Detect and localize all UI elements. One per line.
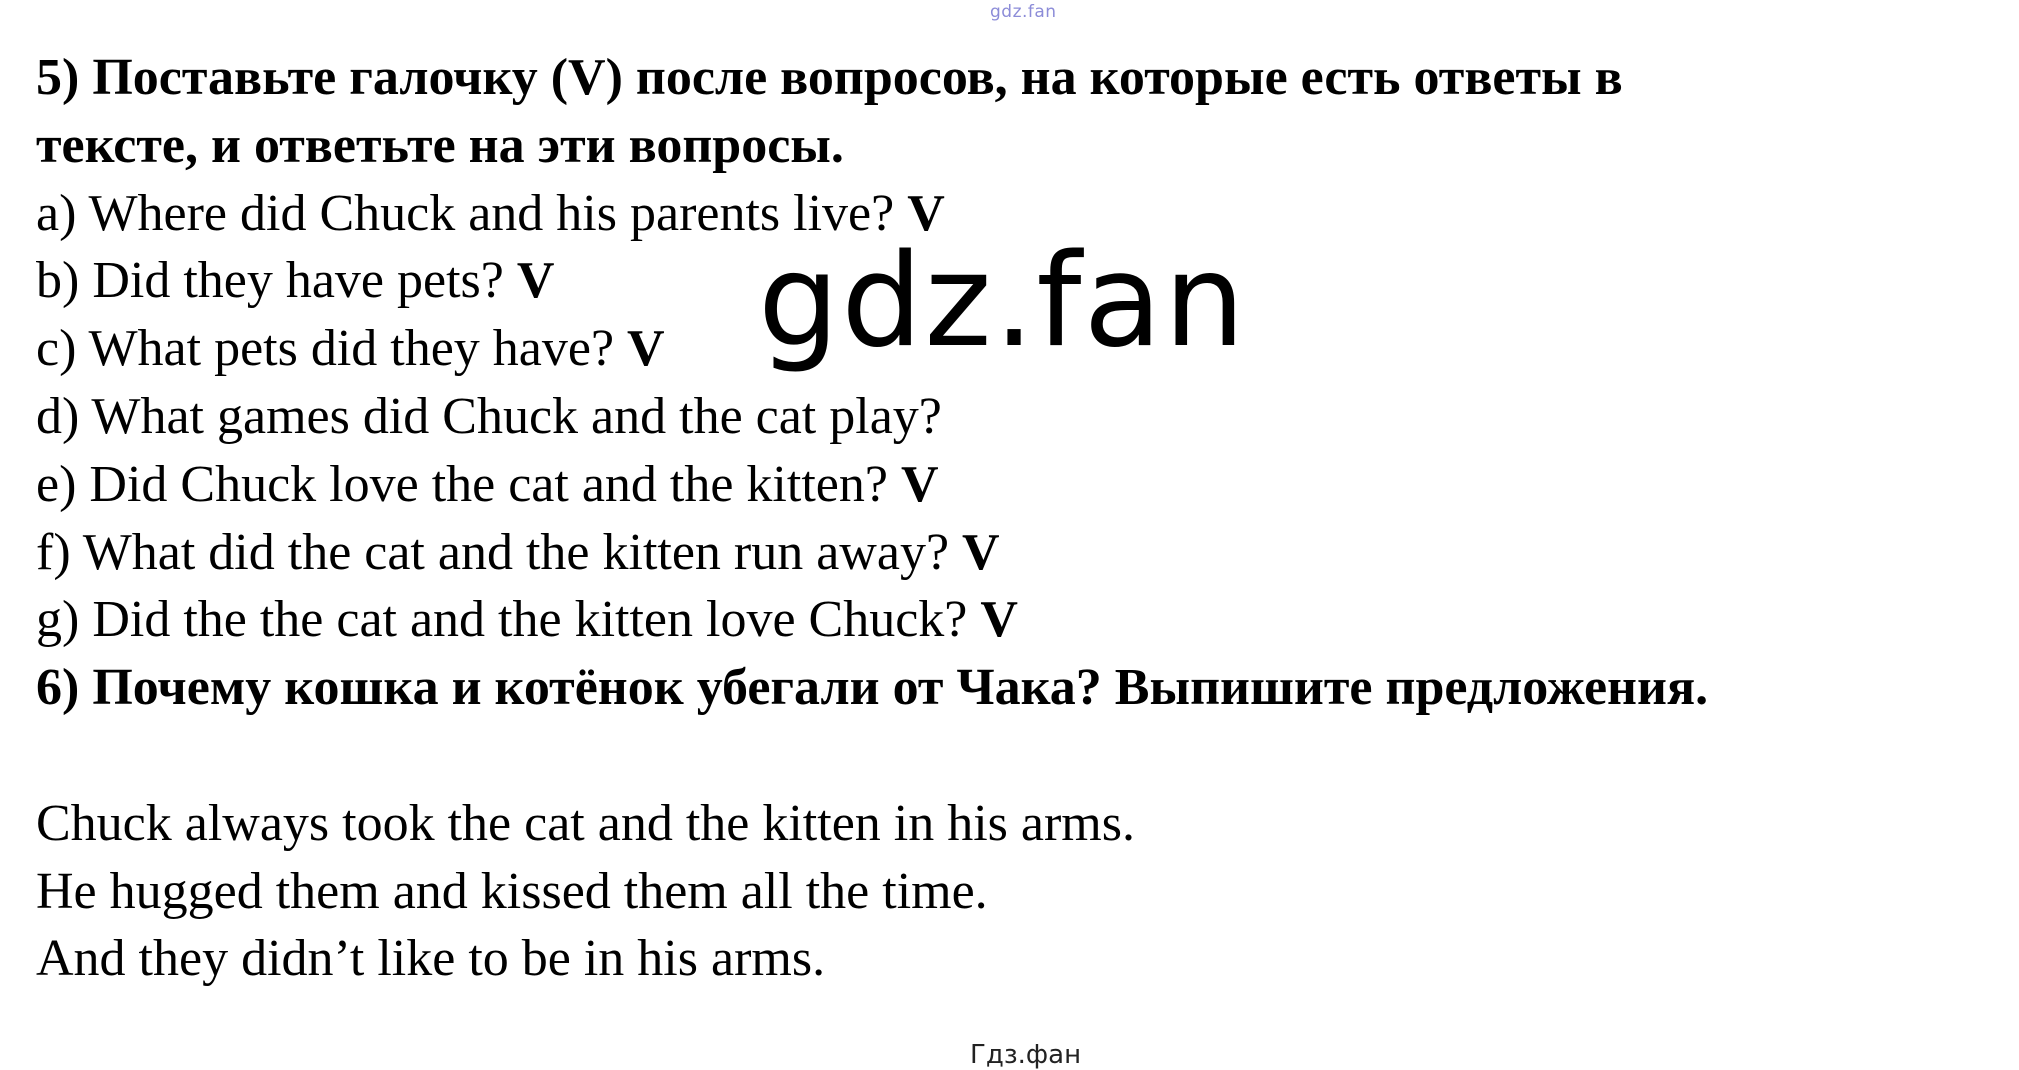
top-watermark: gdz.fan [990, 2, 1057, 22]
question-text: a) Where did Chuck and his parents live? [36, 184, 895, 242]
check-mark: V [907, 184, 945, 242]
worksheet [36, 44, 1996, 993]
check-mark: V [962, 523, 1000, 581]
question-text: c) What pets did they have? [36, 320, 615, 378]
answer-line-1: Chuck always took the cat and the kitten in his arms. [36, 794, 1135, 852]
question-text: d) What games did Chuck and the cat play? [36, 387, 942, 445]
question-d [36, 383, 1996, 451]
spacer [36, 722, 1996, 790]
bottom-watermark: Гдз.фан [970, 1040, 1082, 1070]
question-b [36, 247, 1996, 315]
check-mark: V [980, 591, 1018, 649]
question-e [36, 451, 1996, 519]
question-text: f) What did the cat and the kitten run away? [36, 523, 950, 581]
check-mark: V [516, 252, 555, 310]
answer-line-2: He hugged them and kissed them all the time. [36, 862, 988, 920]
question-text: g) Did the the cat and the kitten love Chuck? [36, 591, 968, 649]
question-text: b) Did they have pets? [36, 252, 504, 310]
check-mark: V [627, 320, 665, 378]
question-f [36, 519, 1996, 587]
answer-line-3: And they didn’t like to be in his arms. [36, 930, 826, 988]
question-g [36, 586, 1996, 654]
center-watermark: gdz.fan [758, 227, 1247, 376]
check-mark: V [900, 455, 939, 513]
question-text: e) Did Chuck love the cat and the kitten? [36, 455, 888, 513]
task5-heading-line1: 5) Поставьте галочку (V) после вопросов, на которые есть ответы в [36, 49, 1623, 106]
task5-heading-line2: тексте, и ответьте на эти вопросы. [36, 116, 844, 174]
question-a [36, 180, 1996, 248]
question-c [36, 315, 1996, 383]
task6-heading: 6) Почему кошка и котёнок убегали от Чака? Выпишите предложения. [36, 659, 1709, 717]
